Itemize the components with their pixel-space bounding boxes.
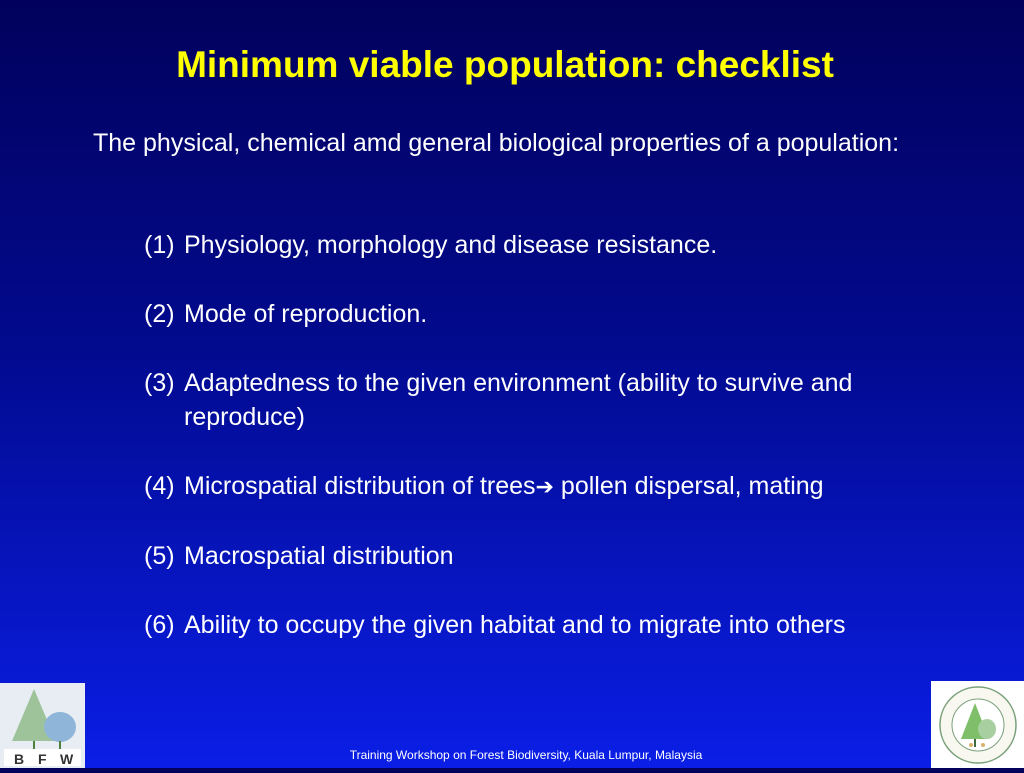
list-item	[144, 469, 964, 504]
item-number: (5)	[144, 542, 175, 570]
logo-letter: F	[38, 751, 47, 767]
item-number: (4)	[144, 472, 175, 500]
item-text: Mode of reproduction.	[184, 300, 428, 328]
item-text	[184, 469, 964, 504]
item-text: Ability to occupy the given habitat and to migrate into others	[184, 611, 846, 639]
list-item	[144, 366, 964, 434]
footer-text: Training Workshop on Forest Biodiversity, Kuala Lumpur, Malaysia	[349, 748, 703, 762]
logo-letter: B	[14, 751, 25, 767]
item-text-before: Microspatial distribution of trees	[184, 472, 536, 500]
item-number: (6)	[144, 611, 175, 639]
page-title: Minimum viable population: checklist	[176, 44, 834, 85]
item-number: (3)	[144, 369, 175, 397]
arrow-right-icon: ➔	[535, 474, 554, 499]
item-number: (2)	[144, 300, 175, 328]
item-text: Macrospatial distribution	[184, 542, 454, 570]
list-item	[144, 297, 964, 331]
list-item	[144, 539, 964, 573]
item-number: (1)	[144, 231, 175, 259]
item-text: Physiology, morphology and disease resistance.	[184, 231, 718, 259]
list-item	[144, 228, 964, 262]
intro-text: The physical, chemical amd general biological properties of a population:	[93, 129, 900, 157]
checklist	[144, 228, 964, 677]
logo-letter: W	[60, 751, 74, 767]
list-item	[144, 608, 964, 642]
item-text: Adaptedness to the given environment (ability to survive and reproduce)	[184, 369, 853, 431]
item-text-after: pollen dispersal, mating	[553, 472, 824, 500]
